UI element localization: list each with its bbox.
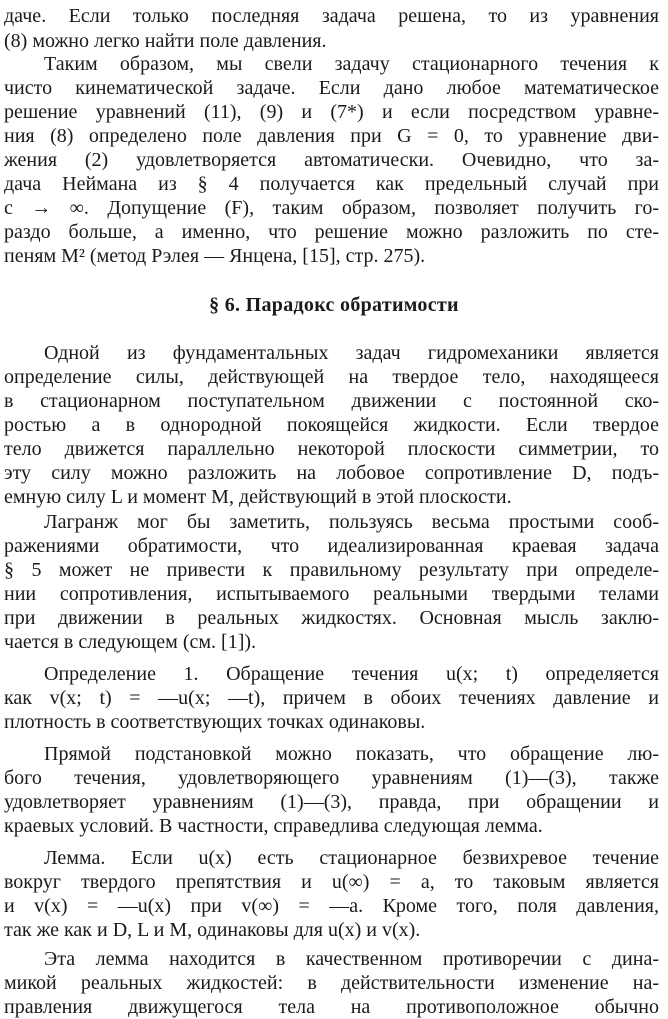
text-line: дача Неймана из § 4 получается как предельный случай при <box>4 173 659 195</box>
text-line: так же как и D, L и M, одинаковы для u(x) и v(x). <box>4 919 421 941</box>
text-line: чается в следующем (см. [1]). <box>4 631 257 653</box>
text-line: краевых условий. В частности, справедлива следующая лемма. <box>4 815 543 837</box>
text-line: жения (2) удовлетворяется автоматически. Очевидно, что за- <box>4 149 659 171</box>
text-line: Эта лемма находится в качественном противоречии с дина- <box>44 948 659 970</box>
text-line: (8) можно легко найти поле давления. <box>4 30 327 52</box>
text-line: эту силу можно разложить на лобовое сопротивление D, подъ- <box>4 462 659 484</box>
text-line: и v(x) = —u(x) при v(∞) = —a. Кроме того, поля давления, <box>4 895 659 917</box>
text-line: пеням M² (метод Рэлея — Янцена, [15], стр. 275). <box>4 245 426 267</box>
text-line: Лагранж мог бы заметить, пользуясь весьма простыми сооб- <box>44 511 659 533</box>
text-line: вокруг твердого препятствия и u(∞) = a, то таковым является <box>4 871 659 893</box>
text-line: раздо больше, а именно, что решение можно разложить по сте- <box>4 221 659 243</box>
text-line: микой реальных жидкостей: в действительности изменение на- <box>4 972 659 994</box>
text-line: ния (8) определено поле давления при G = 0, то уравнение дви- <box>4 125 659 147</box>
text-line: Одной из фундаментальных задач гидромеханики является <box>44 342 659 364</box>
text-line: чисто кинематической задаче. Если дано любое математическое <box>4 77 659 99</box>
text-line: даче. Если только последняя задача решена, то из уравнения <box>4 5 659 27</box>
text-line: удовлетворяет уравнениям (1)—(3), правда, при обращении и <box>4 791 659 813</box>
text-line: Таким образом, мы свели задачу стационарного течения к <box>44 53 659 75</box>
text-line: § 5 может не привести к правильному результату при определе- <box>4 559 659 581</box>
text-line: ростью a в однородной покоящейся жидкости. Если твердое <box>4 414 659 436</box>
text-line: Определение 1. Обращение течения u(x; t) определяется <box>44 663 659 685</box>
text-line: плотность в соответствующих точках одинаковы. <box>4 711 426 733</box>
text-line: в стационарном поступательном движении с постоянной ско- <box>4 390 659 412</box>
text-line: тело движется параллельно некоторой плоскости симметрии, то <box>4 438 659 460</box>
text-line: емную силу L и момент M, действующий в этой плоскости. <box>4 486 512 508</box>
text-line: решение уравнений (11), (9) и (7*) и если посредством уравне- <box>4 101 659 123</box>
section-heading: § 6. Парадокс обратимости <box>209 294 459 316</box>
text-line: Прямой подстановкой можно показать, что обращение лю- <box>44 743 659 765</box>
text-line: ражениями обратимости, что идеализированная краевая задача <box>4 535 659 557</box>
text-line: правления движущегося тела на противоположное обычно <box>4 996 659 1018</box>
text-line: бого течения, удовлетворяющего уравнениям (1)—(3), также <box>4 767 659 789</box>
text-line: как v(x; t) = —u(x; —t), причем в обоих течениях давление и <box>4 687 659 709</box>
text-line: c → ∞. Допущение (F), таким образом, позволяет получить го- <box>4 197 659 219</box>
text-line: при движении в реальных жидкостях. Основная мысль заклю- <box>4 607 659 629</box>
text-line: нии сопротивления, испытываемого реальными твердыми телами <box>4 583 659 605</box>
text-line: Лемма. Если u(x) есть стационарное безвихревое течение <box>44 847 659 869</box>
text-line: определение силы, действующей на твердое тело, находящееся <box>4 366 659 388</box>
